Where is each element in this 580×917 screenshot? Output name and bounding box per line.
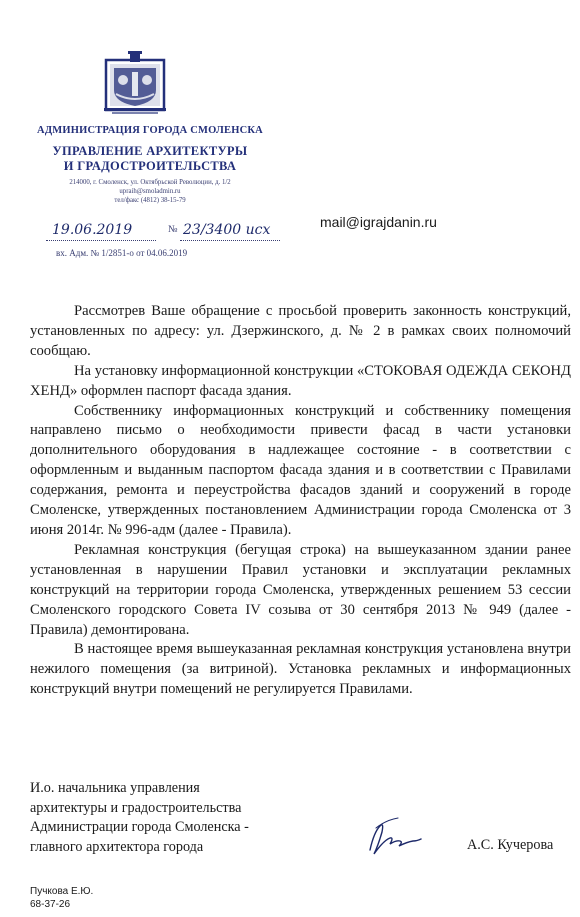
paragraph-5: В настоящее время вышеуказанная рекламная конструкция установлена внутри нежилого помещения (за витриной). Установка рекламных и информационных конструкций внутри помещений не регулируется Правилами.: [30, 641, 571, 698]
department-name-line1: УПРАВЛЕНИЕ АРХИТЕКТУРЫ: [52, 144, 248, 158]
department-name-line2: И ГРАДОСТРОИТЕЛЬСТВА: [63, 158, 237, 173]
signatory-title-line1: И.о. начальника управления: [30, 780, 200, 796]
signatory-name: А.С. Кучерова: [467, 837, 554, 853]
paragraph-2: На установку информационной конструкции «СТОКОВАЯ ОДЕЖДА СЕКОНД ХЕНД» оформлен паспорт фасада здания.: [30, 362, 571, 399]
org-contacts: [30, 178, 270, 205]
date-underline: [46, 240, 156, 241]
signatory-title-line4: главного архитектора города: [30, 838, 204, 855]
signatory-title-line2: архитектуры и градостроительства: [30, 799, 242, 816]
paragraph-1: Рассмотрев Ваше обращение с просьбой проверить законность конструкций, установленных по адресу: ул. Дзержинского, д. № 2 в рамках своих полномочий сообщаю.: [30, 303, 571, 359]
org-name: АДМИНИСТРАЦИЯ ГОРОДА СМОЛЕНСКА: [37, 125, 263, 136]
registration-date: 19.06.2019: [52, 222, 133, 238]
org-phone: тел/факс (4812) 38-15-79: [114, 197, 186, 204]
coat-of-arms-icon: [104, 50, 166, 116]
number-underline: [180, 240, 280, 241]
paragraph-3: Собственнику информационных конструкций и собственнику помещения направлено письмо о необходимости привести фасад в части установки дополнительного оборудования в надлежащее состояние - в соответствии с оформленным и выданным паспортом фасада здания и в соответствии с Правилами содержания, ремонта и переустройства фасадов зданий и сооружений в городе Смоленске, утвержденных постановлением Администрации города Смоленска от 3 июня 2014г. № 996-адм (далее - Правила).: [30, 402, 571, 538]
department-name: [30, 144, 270, 173]
registration-number: 23/3400 исх: [183, 222, 271, 238]
handwritten-signature-icon: [364, 812, 424, 858]
org-address: 214000, г. Смоленск, ул. Октябрьской Революции, д. 1/2: [69, 179, 231, 186]
org-email: upraih@smoladmin.ru: [119, 188, 181, 195]
signatory-title: [30, 779, 249, 857]
executor-name: Пучкова Е.Ю.: [30, 886, 94, 897]
letter-body: [30, 302, 571, 700]
paragraph-4: Рекламная конструкция (бегущая строка) на вышеуказанном здании ранее установленная в нарушении Правил установки и эксплуатации рекламных конструкций на территории города Смоленска, утвержденных решением 53 сессии Смоленского городского Совета IV созыва от 30 сентября 2013 № 949 (далее - Правила) демонтирована.: [30, 541, 571, 638]
executor-info: [30, 885, 93, 911]
letterhead: [30, 124, 270, 205]
registration-number-label: №: [168, 224, 178, 235]
incoming-reference: вх. Адм. № 1/2851-о от 04.06.2019: [56, 248, 188, 258]
executor-phone: 68-37-26: [30, 899, 71, 910]
registration-line: [40, 222, 280, 244]
signatory-title-line3: Администрации города Смоленска -: [30, 819, 249, 835]
recipient-email: mail@igrajdanin.ru: [320, 214, 437, 230]
